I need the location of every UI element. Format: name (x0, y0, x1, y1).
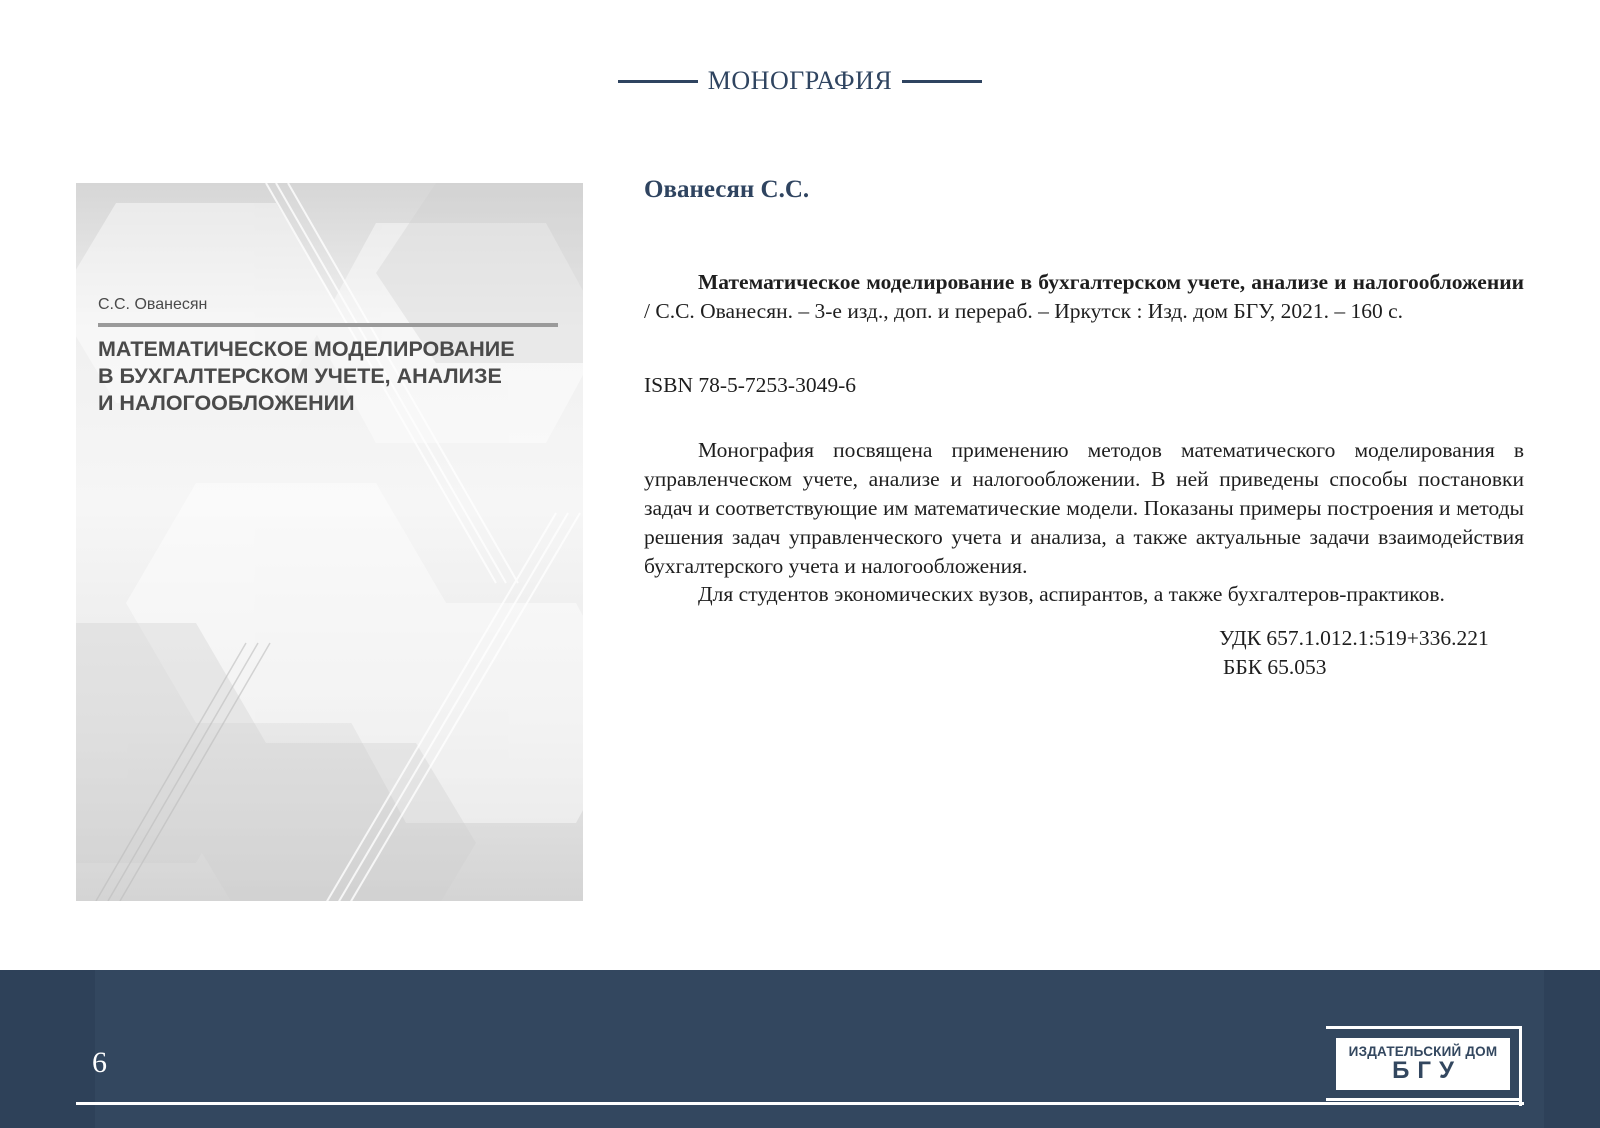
book-cover-image (76, 183, 583, 901)
logo-frame-bottom (1326, 1098, 1522, 1101)
logo-frame-right (1519, 1026, 1522, 1106)
publisher-logo (1326, 1026, 1522, 1106)
section-header (0, 66, 1600, 96)
annotation: Монография посвящена применению методов математического моделирования в управленческом учете, анализе и налогообложении. В ней приведены способы постановки задач и соответствующие им математические модели. Показаны примеры построения и методы решения задач управленческого учета и анализа, а также актуальные задачи взаимодействия бухгалтерского учета и налогообложения. (644, 438, 1524, 578)
logo-line-2: БГУ (1392, 1057, 1462, 1084)
footer-edge-right (1544, 970, 1600, 1128)
cover-title-line: МАТЕМАТИЧЕСКОЕ МОДЕЛИРОВАНИЕ (98, 337, 515, 361)
logo-line-1: ИЗДАТЕЛЬСКИЙ ДОМ (1348, 1044, 1498, 1059)
cover-title (98, 336, 568, 417)
header-rule-right (902, 80, 982, 83)
book-author: Ованесян С.С. (644, 176, 810, 203)
header-rule-left (618, 80, 698, 83)
cover-hexagon-pattern (76, 183, 583, 901)
logo-box (1336, 1038, 1510, 1090)
page-number: 6 (92, 1046, 107, 1079)
footer-rule (76, 1102, 1524, 1105)
cover-title-line: И НАЛОГООБЛОЖЕНИИ (98, 391, 355, 415)
bbk-code: ББК 65.053 (1223, 655, 1327, 679)
cover-author: С.С. Ованесян (98, 296, 208, 313)
book-title: Математическое моделирование в бухгалтерском учете, анализе и налогообложении (698, 270, 1524, 294)
bibliographic-details: / С.С. Ованесян. – 3-е изд., доп. и перераб. – Иркутск : Изд. дом БГУ, 2021. – 160 с. (644, 299, 1404, 323)
classification-codes (1219, 624, 1489, 682)
audience-note: Для студентов экономических вузов, аспирантов, а также бухгалтеров-практиков. (698, 582, 1445, 606)
section-label: МОНОГРАФИЯ (707, 66, 893, 95)
cover-divider (98, 323, 558, 327)
udk-code: УДК 657.1.012.1:519+336.221 (1219, 626, 1489, 650)
isbn: ISBN 78-5-7253-3049-6 (644, 373, 856, 397)
logo-frame-top (1326, 1026, 1522, 1029)
cover-title-line: В БУХГАЛТЕРСКОМ УЧЕТЕ, АНАЛИЗЕ (98, 364, 502, 388)
bibliographic-record (644, 268, 1524, 326)
